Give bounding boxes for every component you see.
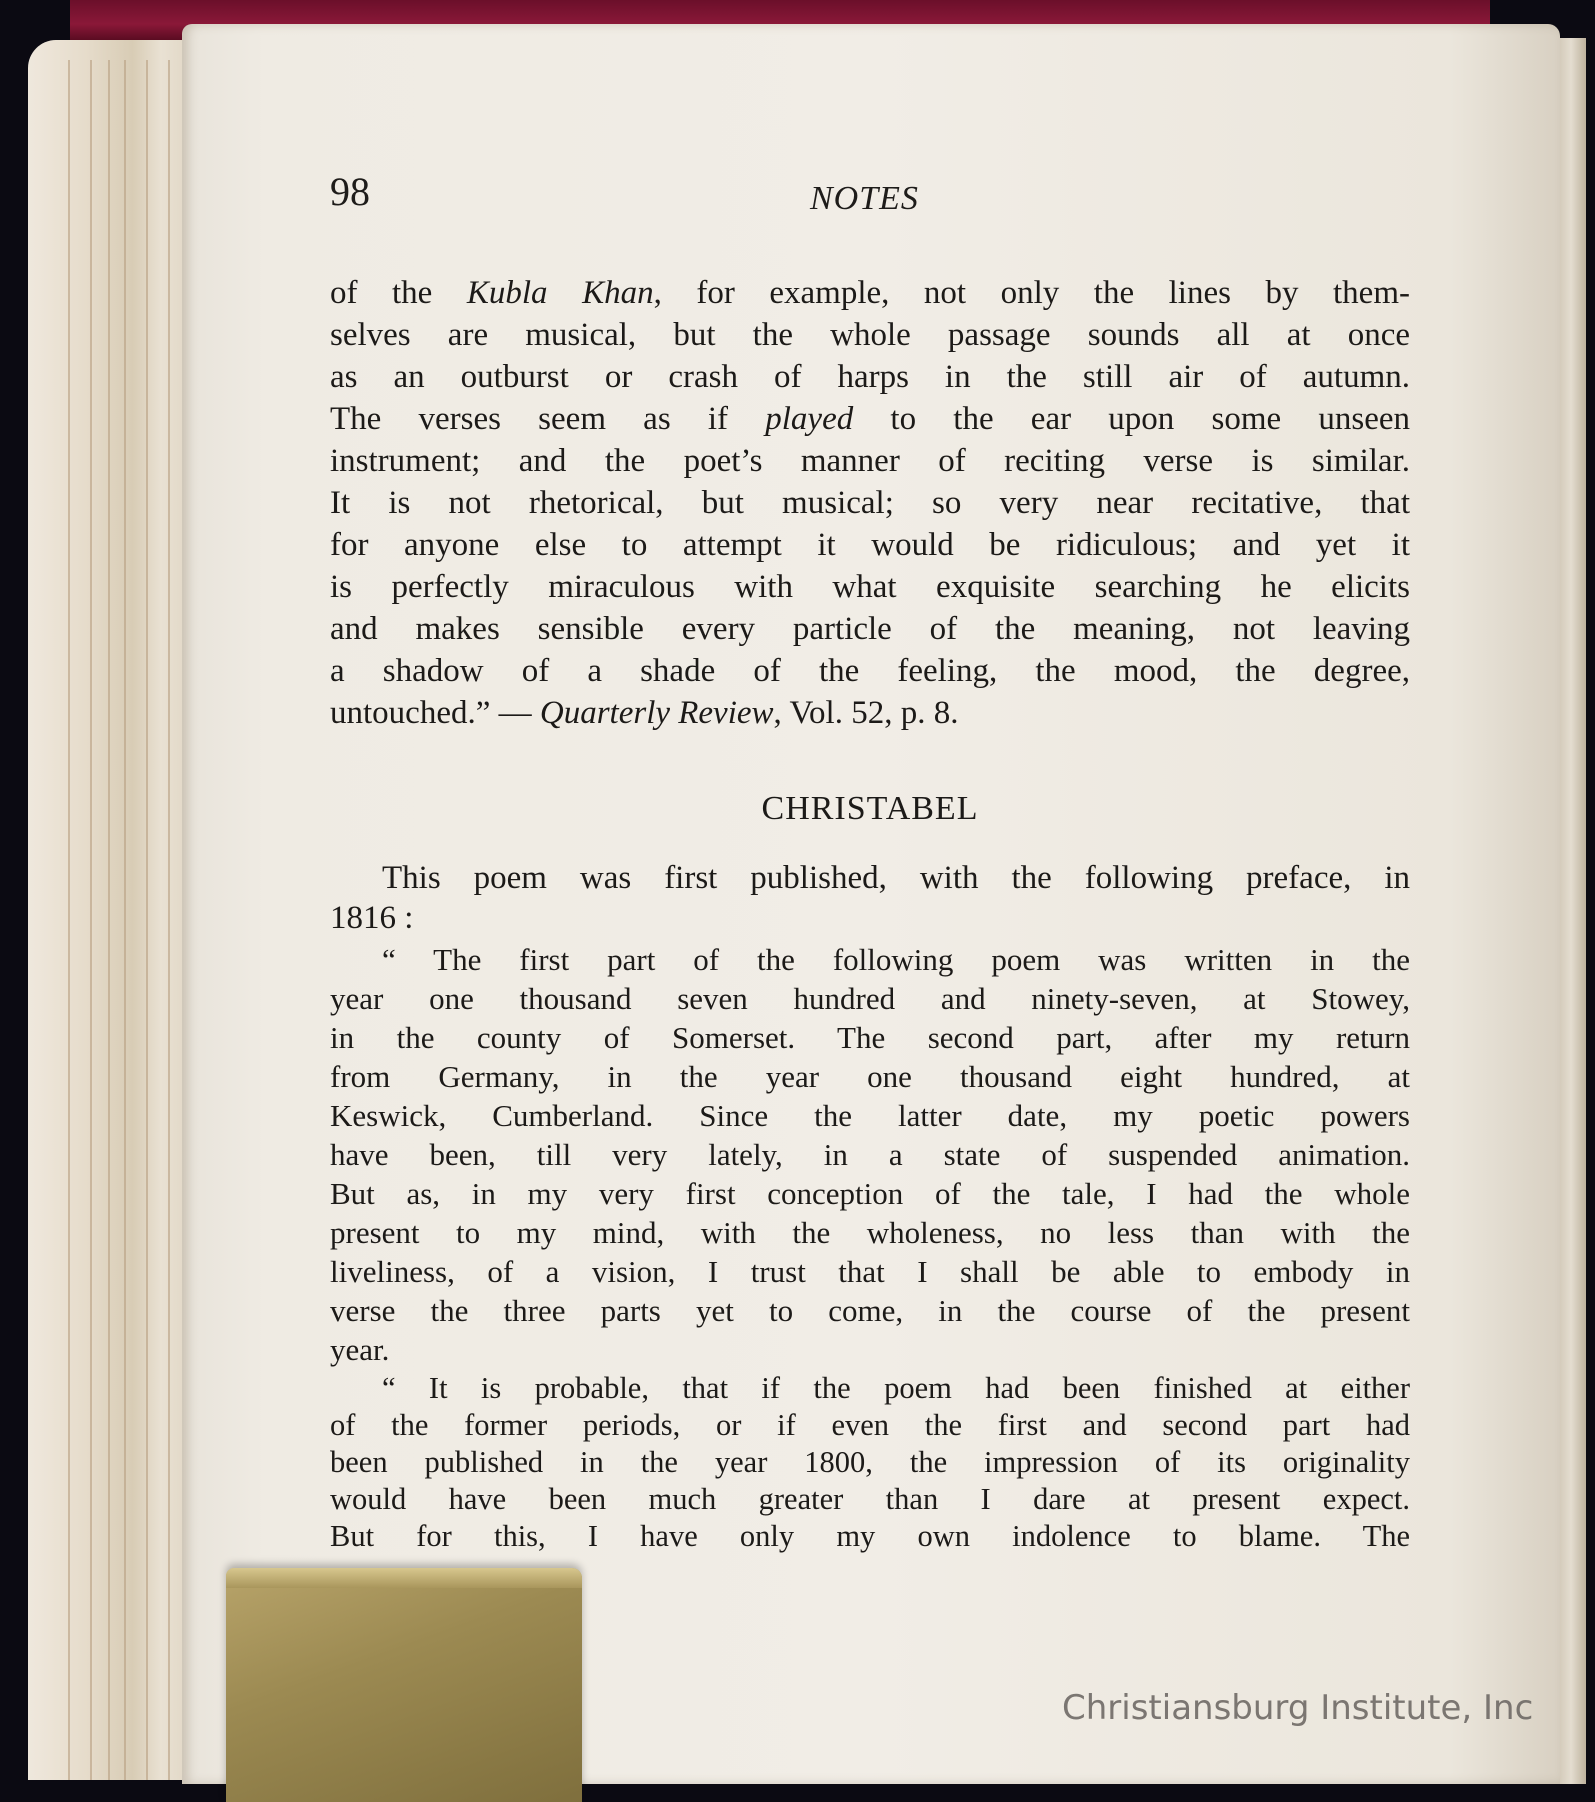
paragraph-preface-2 [330,1370,1410,1555]
text-line: of the former periods, or if even the first and second part had [330,1408,1410,1442]
text-line: year. [330,1332,390,1367]
text-line: would have been much greater than I dare at present expect. [330,1482,1410,1516]
text-line: Keswick, Cumberland. Since the latter date, my poetic powers [330,1098,1410,1133]
text-line: from Germany, in the year one thousand eight hundred, at [330,1059,1410,1094]
page-number: 98 [330,169,370,214]
text-line: have been, till very lately, in a state of suspended animation. [330,1137,1410,1172]
text-line: present to my mind, with the wholeness, no less than with the [330,1215,1410,1250]
text-line: 1816 : [330,900,414,936]
paragraph-quarterly-review [330,272,1410,734]
text-line: as an outburst or crash of harps in the still air of autumn. [330,359,1410,395]
paragraph-publication [330,858,1410,938]
text-line: verse the three parts yet to come, in the course of the present [330,1293,1410,1328]
italic-title: Quarterly Review [539,695,774,731]
brass-clasp [226,1568,582,1802]
text-line: year one thousand seven hundred and ninety-seven, at Stowey, [330,981,1410,1016]
italic-title: Kubla Khan [466,275,654,311]
running-head: NOTES [810,180,919,217]
text-line: This poem was first published, with the following preface, in [382,860,1410,896]
italic-title: played [765,401,854,437]
page-right-edge [1556,38,1586,1784]
page-header [330,168,1410,228]
text-line: But for this, I have only my own indolence to blame. The [330,1519,1410,1553]
text-line: and makes sensible every particle of the meaning, not leaving [330,611,1410,647]
text-line: “ The first part of the following poem was written in the [382,942,1410,977]
text-line: But as, in my very first conception of the tale, I had the whole [330,1176,1410,1211]
text-line: untouched.” — Quarterly Review, Vol. 52, p. 8. [330,695,959,731]
text-line: liveliness, of a vision, I trust that I shall be able to embody in [330,1254,1410,1289]
section-heading: CHRISTABEL [761,790,979,827]
text-line: The verses seem as if played to the ear upon some unseen [330,401,1410,437]
text-line: “ It is probable, that if the poem had been finished at either [382,1371,1410,1405]
text-line: selves are musical, but the whole passage sounds all at once [330,317,1410,353]
paragraph-preface-1 [330,940,1410,1369]
text-line: been published in the year 1800, the impression of its originality [330,1445,1410,1479]
text-line: of the Kubla Khan, for example, not only the lines by them- [330,275,1410,311]
text-line: for anyone else to attempt it would be ridiculous; and yet it [330,527,1410,563]
watermark-text: Christiansburg Institute, Inc [1062,1688,1534,1728]
text-line: is perfectly miraculous with what exquisite searching he elicits [330,569,1410,605]
text-line: instrument; and the poet’s manner of reciting verse is similar. [330,443,1410,479]
text-line: It is not rhetorical, but musical; so very near recitative, that [330,485,1410,521]
text-line: a shadow of a shade of the feeling, the mood, the degree, [330,653,1410,689]
text-line: in the county of Somerset. The second part, after my return [330,1020,1410,1055]
